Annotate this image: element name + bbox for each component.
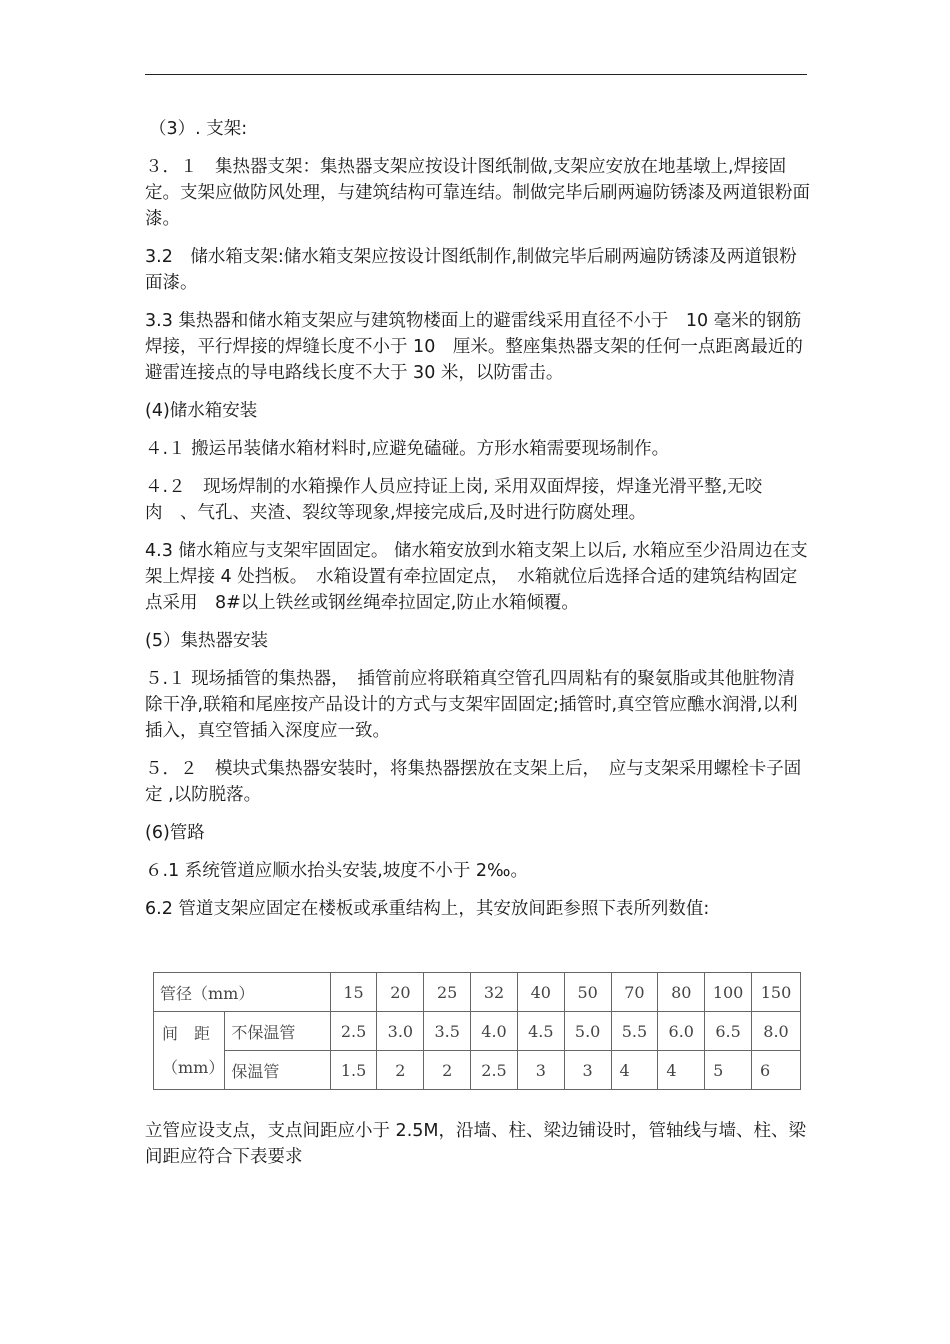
section-heading-6: (6)管路: [145, 823, 205, 843]
table-cell: 5: [705, 1051, 752, 1090]
section-heading-3: （3）. 支架:: [149, 119, 248, 139]
paragraph-3-2: 3.2 储水箱支架:储水箱支架应按设计图纸制作,制做完毕后刷两遍防锈漆及两道银粉面漆。: [145, 247, 797, 293]
paragraph-6-1: ６.1 系统管道应顺水抬头安装,坡度不小于 2‰。: [145, 861, 528, 881]
table-cell: 6.0: [658, 1012, 705, 1051]
section-heading-5: (5）集热器安装: [145, 631, 268, 651]
table-cell: 5.0: [564, 1012, 611, 1051]
table-cell: 3.0: [377, 1012, 424, 1051]
section-heading-4: (4)储水箱安装: [145, 401, 258, 421]
spacing-group-label-top: 间 距: [162, 1023, 211, 1043]
table-cell: 100: [705, 973, 752, 1012]
table-header-row: [154, 973, 801, 1012]
table-row-uninsulated: [154, 1012, 801, 1051]
table-cell: 3.5: [424, 1012, 471, 1051]
riser-support-paragraph: 立管应设支点，支点间距应小于 2.5M，沿墙、柱、梁边铺设时，管轴线与墙、柱、梁间距应符合下表要求: [145, 1121, 806, 1167]
paragraph-4-1: ４.１ 搬运吊装储水箱材料时,应避免磕碰。方形水箱需要现场制作。: [145, 439, 670, 459]
table-cell: 1.5: [330, 1051, 377, 1090]
table-cell: 5.5: [611, 1012, 658, 1051]
table-cell: 15: [330, 973, 377, 1012]
paragraph-3-3: 3.3 集热器和储水箱支架应与建筑物楼面上的避雷线采用直径不小于 10 毫米的钢筋焊接，平行焊接的焊缝长度不小于 10 厘米。整座集热器支架的任何一点距离最近的避雷连接点的导电路线长度不大于 30 米，以防雷击。: [145, 311, 803, 383]
table-header-label: 管径（mm）: [154, 973, 331, 1012]
paragraph-4-2: ４.２ 现场焊制的水箱操作人员应持证上岗, 采用双面焊接，焊逢光滑平整,无咬肉 、气孔、夹渣、裂纹等现象,焊接完成后,及时进行防腐处理。: [145, 477, 763, 523]
table-cell: 8.0: [752, 1012, 801, 1051]
table-cell: 2.5: [471, 1051, 518, 1090]
table-cell: 3: [564, 1051, 611, 1090]
row-label-uninsulated: 不保温管: [225, 1012, 330, 1051]
paragraph-5-1: ５.１ 现场插管的集热器， 插管前应将联箱真空管孔四周粘有的聚氨脂或其他脏物清除干净,联箱和尾座按产品设计的方式与支架牢固固定;插管时,真空管应醮水润滑,以利插入，真空管插入深度应一致。: [145, 669, 798, 741]
pipe-support-spacing-table: [153, 972, 801, 1090]
table-cell: 2: [424, 1051, 471, 1090]
table-cell: 4.0: [471, 1012, 518, 1051]
table-cell: 4.5: [517, 1012, 564, 1051]
spacing-group-label-unit: （mm）: [162, 1057, 225, 1077]
paragraph-5-2: ５．２ 模块式集热器安装时，将集热器摆放在支架上后， 应与支架采用螺栓卡子固定 ,以防脱落。: [145, 759, 802, 805]
table-cell: 50: [564, 973, 611, 1012]
table-row-insulated: [154, 1051, 801, 1090]
table-cell: 3: [517, 1051, 564, 1090]
header-rule: [145, 74, 807, 75]
table-cell: 80: [658, 973, 705, 1012]
paragraph-6-2: 6.2 管道支架应固定在楼板或承重结构上，其安放间距参照下表所列数值:: [145, 899, 710, 919]
row-label-insulated: 保温管: [225, 1051, 330, 1090]
table-cell: 32: [471, 973, 518, 1012]
document-body: [145, 116, 810, 934]
table-cell: 6: [752, 1051, 801, 1090]
table-cell: 4: [611, 1051, 658, 1090]
table-cell: 150: [752, 973, 801, 1012]
table-cell: 4: [658, 1051, 705, 1090]
table-cell: 25: [424, 973, 471, 1012]
table-cell: 20: [377, 973, 424, 1012]
table-cell: 2: [377, 1051, 424, 1090]
paragraph-3-1: ３．１ 集热器支架：集热器支架应按设计图纸制做,支架应安放在地基墩上,焊接固定。支架应做防风处理，与建筑结构可靠连结。制做完毕后刷两遍防锈漆及两道银粉面漆。: [145, 157, 810, 229]
table-cell: 70: [611, 973, 658, 1012]
paragraph-4-3: 4.3 储水箱应与支架牢固固定。 储水箱安放到水箱支架上以后, 水箱应至少沿周边在支架上焊接 4 处挡板。 水箱设置有牵拉固定点， 水箱就位后选择合适的建筑结构固定点采用 8#以上铁丝或钢丝绳牵拉固定,防止水箱倾覆。: [145, 541, 808, 613]
table-cell: 2.5: [330, 1012, 377, 1051]
table-cell: 40: [517, 973, 564, 1012]
table-cell: 6.5: [705, 1012, 752, 1051]
spacing-group-label: [154, 1012, 225, 1090]
